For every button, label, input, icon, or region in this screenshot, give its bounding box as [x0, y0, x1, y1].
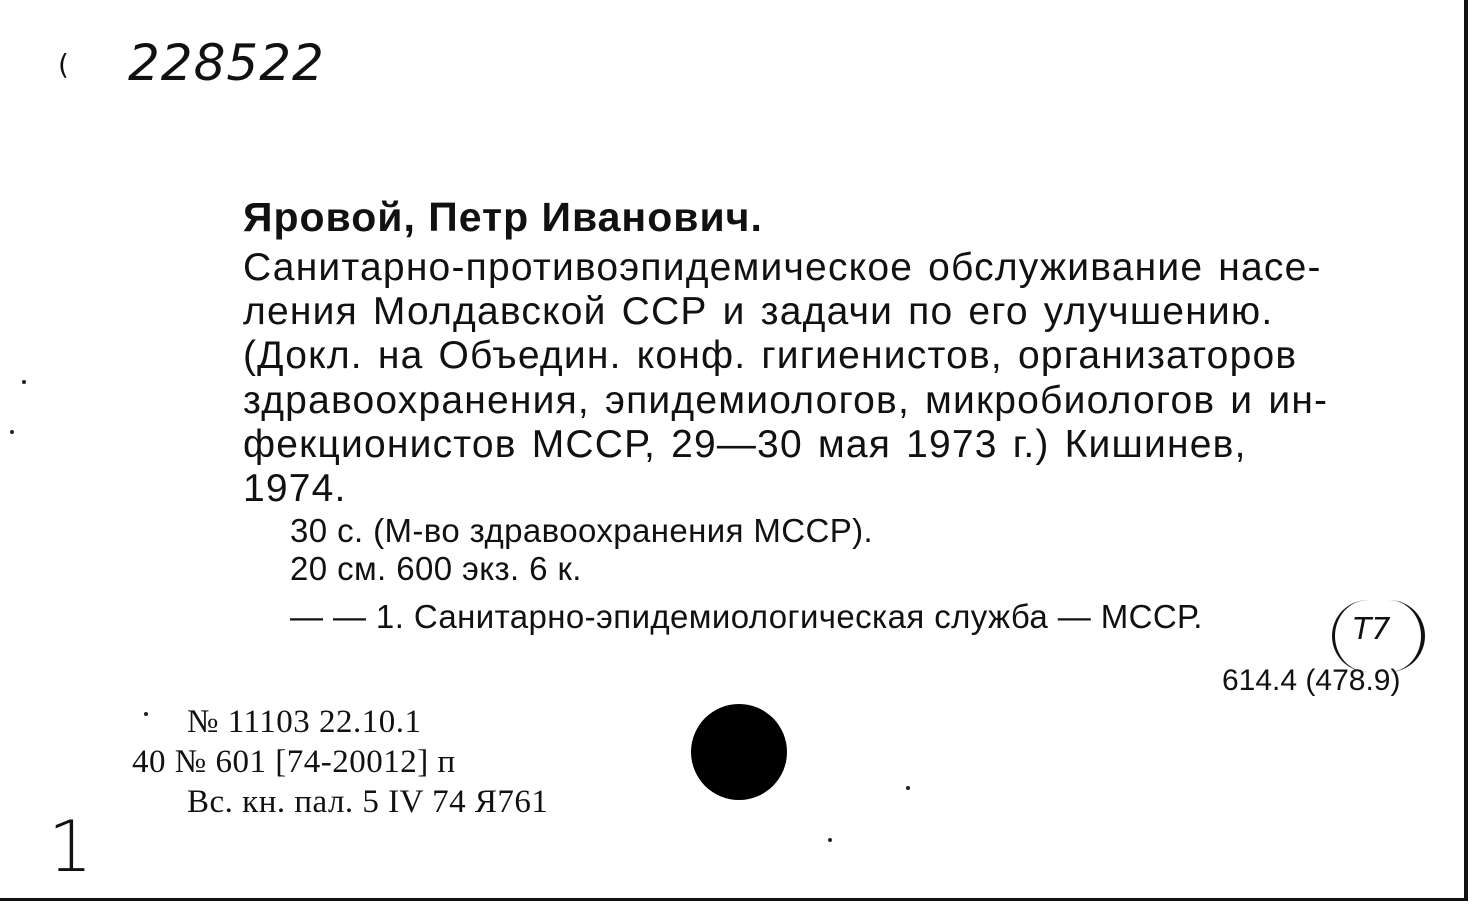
handwritten-classification-text: Т7 — [1353, 612, 1391, 647]
copy-number: 1 — [48, 806, 93, 888]
catalog-number: 228522 — [128, 34, 325, 92]
title-line: (Докл. на Объедин. конф. гигиенистов, организаторов — [243, 334, 1298, 377]
punch-hole — [691, 704, 787, 800]
handwritten-classification — [1332, 600, 1425, 672]
title-line: ления Молдавской ССР и задачи по его улучшению. — [243, 290, 1274, 333]
scan-speck — [144, 712, 148, 716]
scan-speck — [828, 838, 832, 842]
scan-speck — [906, 786, 910, 790]
scan-speck — [10, 430, 14, 434]
collation-line: 20 см. 600 экз. 6 к. — [290, 550, 582, 587]
title-line: Санитарно-противоэпидемическое обслуживание насе- — [243, 246, 1322, 289]
title-line: здравоохранения, эпидемиологов, микробиологов и ин- — [243, 379, 1329, 422]
imprint-line: 40 № 601 [74-20012] п — [132, 744, 456, 780]
imprint-line: № 11103 22.10.1 — [187, 704, 422, 740]
subject-heading: — — 1. Санитарно-эпидемиологическая служба — МССР. — [290, 598, 1203, 635]
collation-line: 30 с. (М-во здравоохранения МССР). — [290, 512, 874, 549]
udc-index: 614.4 (478.9) — [1222, 664, 1401, 697]
scan-speck — [22, 380, 26, 384]
corner-handwritten-mark: ( — [58, 48, 69, 81]
imprint-line: Вс. кн. пал. 5 IV 74 Я761 — [187, 784, 549, 820]
title-line: 1974. — [243, 467, 347, 510]
title-line: фекционистов МССР, 29—30 мая 1973 г.) Кишинев, — [243, 423, 1247, 466]
author-heading: Яровой, Петр Иванович. — [243, 194, 763, 240]
